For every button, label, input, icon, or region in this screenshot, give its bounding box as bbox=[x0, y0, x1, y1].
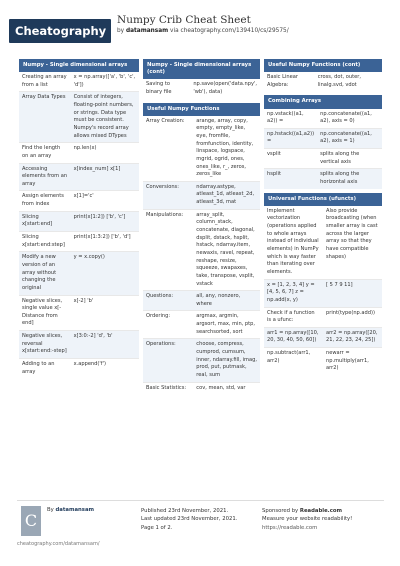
title-block bbox=[117, 14, 397, 34]
row-label: np.vstack((a1, a2)) = bbox=[267, 110, 304, 125]
table-cell: Implement vectorization (operations applied to whole arrays instead of individual elements) in NumPy which is way faster than iterating over elements. bbox=[267, 207, 319, 275]
row-value: array_split, column_stack, concatenate, diagonal, dsplit, dstack, hsplit, hstack, ndarray.item, newaxis, ravel, repeat, reshape, resize, squeeze, swapaxes, take, transpose, vsplit, vstack bbox=[193, 209, 260, 290]
row-value: np.save(open('data.npy', 'wb'), data) bbox=[193, 81, 257, 95]
table-row bbox=[19, 252, 139, 295]
page-header bbox=[0, 0, 400, 50]
cheatography-logo[interactable]: Cheatography bbox=[9, 19, 111, 43]
section-table bbox=[19, 72, 139, 378]
author-link[interactable]: datamansam bbox=[125, 28, 169, 34]
row-value: np.len(x) bbox=[71, 143, 139, 163]
table-row bbox=[143, 339, 260, 382]
row-value: x[-2] 'b' bbox=[71, 295, 139, 331]
table-row bbox=[143, 79, 260, 98]
row-value: x[1]='c' bbox=[71, 191, 139, 211]
table-row bbox=[19, 163, 139, 191]
table-row bbox=[143, 291, 260, 311]
row-label: Ordering: bbox=[143, 311, 193, 339]
section-table bbox=[143, 79, 260, 98]
footer-author bbox=[47, 507, 94, 513]
section-title: Useful Numpy Functions (cont) bbox=[264, 59, 382, 72]
row-value: x[3:0:-2] 'd', 'b' bbox=[71, 331, 139, 359]
row-label: Slicing x[start:end:step] bbox=[19, 232, 71, 252]
row-label: Saving to binary file bbox=[146, 81, 172, 95]
author-url[interactable]: cheatography.com/datamansam/ bbox=[17, 541, 100, 547]
row-label: hsplit bbox=[264, 169, 317, 189]
section-table bbox=[264, 109, 382, 189]
column-1 bbox=[17, 59, 141, 382]
row-value: y = x.copy() bbox=[71, 252, 139, 295]
section-universal-functions bbox=[264, 193, 382, 375]
sponsor-tagline: Measure your website readability! bbox=[262, 516, 353, 523]
row-label: vsplit bbox=[264, 149, 317, 169]
row-value: cov, mean, std, var bbox=[193, 382, 260, 394]
row-label: Modify a new version of an array without changing the original bbox=[19, 252, 71, 295]
sheet-url[interactable]: cheatography.com/139410/cs/29575/ bbox=[180, 28, 289, 34]
page-number: Page 1 of 2. bbox=[141, 524, 173, 531]
row-value: ndarray.astype, atleast_1d, atleast_2d, atleast_3d, mat bbox=[193, 181, 260, 209]
table-cell: [ 5 7 9 11] bbox=[323, 279, 382, 307]
footer-by: By bbox=[47, 507, 54, 513]
row-label: Questions: bbox=[143, 291, 193, 311]
table-row bbox=[19, 72, 139, 92]
row-label: Creating an array from a list bbox=[22, 74, 67, 88]
table-row bbox=[264, 169, 382, 189]
table-row bbox=[264, 279, 382, 307]
section-single-dim-arrays bbox=[19, 59, 139, 378]
section-single-dim-arrays-cont bbox=[143, 59, 260, 99]
row-label: Basic Linear Algebra: bbox=[267, 74, 298, 88]
section-table bbox=[264, 206, 382, 375]
table-row bbox=[264, 206, 382, 279]
table-cell: Also provide broadcasting (when smaller array is cast across the larger array so that they have compatible shapes) bbox=[326, 207, 378, 260]
section-useful-numpy-functions bbox=[143, 103, 260, 395]
footer-author-link[interactable]: datamansam bbox=[55, 507, 95, 513]
row-value: arange, array, copy, empty, empty_like, eye, fromfile, fromfunction, identity, linspace, logspace, mgrid, ogrid, ones, ones_like, r_, zeros, zeros_like bbox=[196, 117, 254, 178]
table-row bbox=[19, 191, 139, 211]
table-row bbox=[264, 327, 382, 347]
row-label: Operations: bbox=[143, 339, 193, 382]
byline-via: via bbox=[170, 28, 179, 34]
column-2 bbox=[141, 59, 262, 398]
row-label: np.hstack((a1,a2)) = bbox=[264, 128, 317, 148]
table-row bbox=[264, 109, 382, 129]
table-row bbox=[264, 307, 382, 327]
row-value: Consist of integers, floating-point numbers, or strings. Data type must be consistent. Numpy's record array allows mixed DTypes bbox=[71, 92, 139, 143]
table-row bbox=[143, 311, 260, 339]
section-useful-numpy-functions-cont bbox=[264, 59, 382, 91]
table-cell: newarr = np.multiply(arr1, arr2) bbox=[323, 348, 382, 375]
column-3 bbox=[262, 59, 384, 379]
row-label: Negative slices, single value x[-Distance from end] bbox=[19, 295, 71, 331]
footer-sponsor bbox=[262, 507, 352, 532]
table-cell: Check if a function is a ufunc: bbox=[264, 307, 323, 327]
row-value: splits along the horizontal axis bbox=[317, 169, 382, 189]
table-row bbox=[143, 382, 260, 394]
table-cell: print(type(np.add)) bbox=[323, 307, 382, 327]
row-label: Array Creation: bbox=[146, 117, 185, 124]
table-row bbox=[264, 348, 382, 375]
row-value: print(x[1:2]) ['b', 'c'] bbox=[71, 211, 139, 231]
page-footer bbox=[17, 500, 384, 540]
row-value: splits along the vertical axis bbox=[317, 149, 382, 169]
table-row bbox=[19, 295, 139, 331]
sponsor-line bbox=[262, 507, 352, 515]
table-cell: arr2 = np.array([20, 21, 22, 23, 24, 25]) bbox=[323, 327, 382, 347]
table-row bbox=[264, 149, 382, 169]
byline bbox=[117, 28, 397, 34]
table-row bbox=[143, 116, 260, 182]
table-cell: np.subtract(arr1, arr2) bbox=[264, 348, 323, 375]
section-title: Numpy - Single dimensional arrays (cont) bbox=[143, 59, 260, 79]
author-avatar[interactable]: C bbox=[21, 506, 41, 536]
section-table bbox=[143, 116, 260, 395]
row-value: argmax, argmin, argsort, max, min, ptp, searchsorted, sort bbox=[193, 311, 260, 339]
table-row bbox=[19, 92, 139, 143]
row-label: Basic Statistics: bbox=[143, 382, 193, 394]
sponsor-link[interactable]: Readable.com bbox=[299, 508, 342, 514]
section-combining-arrays bbox=[264, 95, 382, 188]
table-row bbox=[19, 359, 139, 379]
row-label: Conversions: bbox=[143, 181, 193, 209]
byline-by: by bbox=[117, 28, 125, 34]
row-value: x[index_num] x[1] bbox=[71, 163, 139, 191]
table-row bbox=[19, 232, 139, 252]
row-label: Adding to an array bbox=[19, 359, 71, 379]
row-value: np.concatenate((a1, a2), axis = 0) bbox=[320, 110, 372, 125]
section-title: Combining Arrays bbox=[264, 95, 382, 108]
table-row bbox=[143, 209, 260, 290]
section-table bbox=[264, 72, 382, 91]
section-title: Universal Functions (ufuncts) bbox=[264, 193, 382, 206]
row-value: print(x[1:3:2]) ['b', 'd'] bbox=[71, 232, 139, 252]
table-row bbox=[264, 128, 382, 148]
table-cell: arr1 = np.array([10, 20, 30, 40, 50, 60]) bbox=[264, 327, 323, 347]
row-label: Manipulations: bbox=[143, 209, 193, 290]
row-label: Find the length on an array bbox=[19, 143, 71, 163]
row-value: x.append('f') bbox=[71, 359, 139, 379]
table-row bbox=[19, 143, 139, 163]
table-row bbox=[19, 331, 139, 359]
row-label: Slicing x[start:end] bbox=[19, 211, 71, 231]
sponsor-url[interactable]: https://readable.com bbox=[262, 524, 318, 531]
row-value: np.concatenate((a1, a2), axis = 1) bbox=[317, 128, 382, 148]
row-label: Accessing elements from an array bbox=[19, 163, 71, 191]
footer-publish-info bbox=[141, 507, 237, 532]
published-date: Published 23rd November, 2021. bbox=[141, 508, 229, 514]
row-label: Assign elements from index bbox=[19, 191, 71, 211]
row-value: choose, compress, cumprod, cumsum, inner, ndarray.fill, imag, prod, put, putmask, real, sum bbox=[193, 339, 260, 382]
table-cell: x = [1, 2, 3, 4] y = [4, 5, 6, 7] z = np.add(x, y) bbox=[264, 279, 323, 307]
row-label: Negative slices, reversal x[start:end:-step] bbox=[19, 331, 71, 359]
table-row bbox=[19, 211, 139, 231]
page-title: Numpy Crib Cheat Sheet bbox=[117, 14, 251, 26]
updated-date: Last updated 23rd November, 2021. bbox=[141, 516, 238, 523]
row-label: Array Data Types bbox=[19, 92, 71, 143]
row-value: all, any, nonzero, where bbox=[193, 291, 260, 311]
sponsor-prefix: Sponsored by bbox=[262, 508, 299, 514]
row-value: cross, dot, outer, linalg.svd, vdot bbox=[317, 74, 361, 88]
row-value: x = np.array(['a', 'b', 'c', 'd']) bbox=[73, 74, 136, 88]
section-title: Numpy - Single dimensional arrays bbox=[19, 59, 139, 72]
table-row bbox=[264, 72, 382, 91]
table-row bbox=[143, 181, 260, 209]
section-title: Useful Numpy Functions bbox=[143, 103, 260, 116]
